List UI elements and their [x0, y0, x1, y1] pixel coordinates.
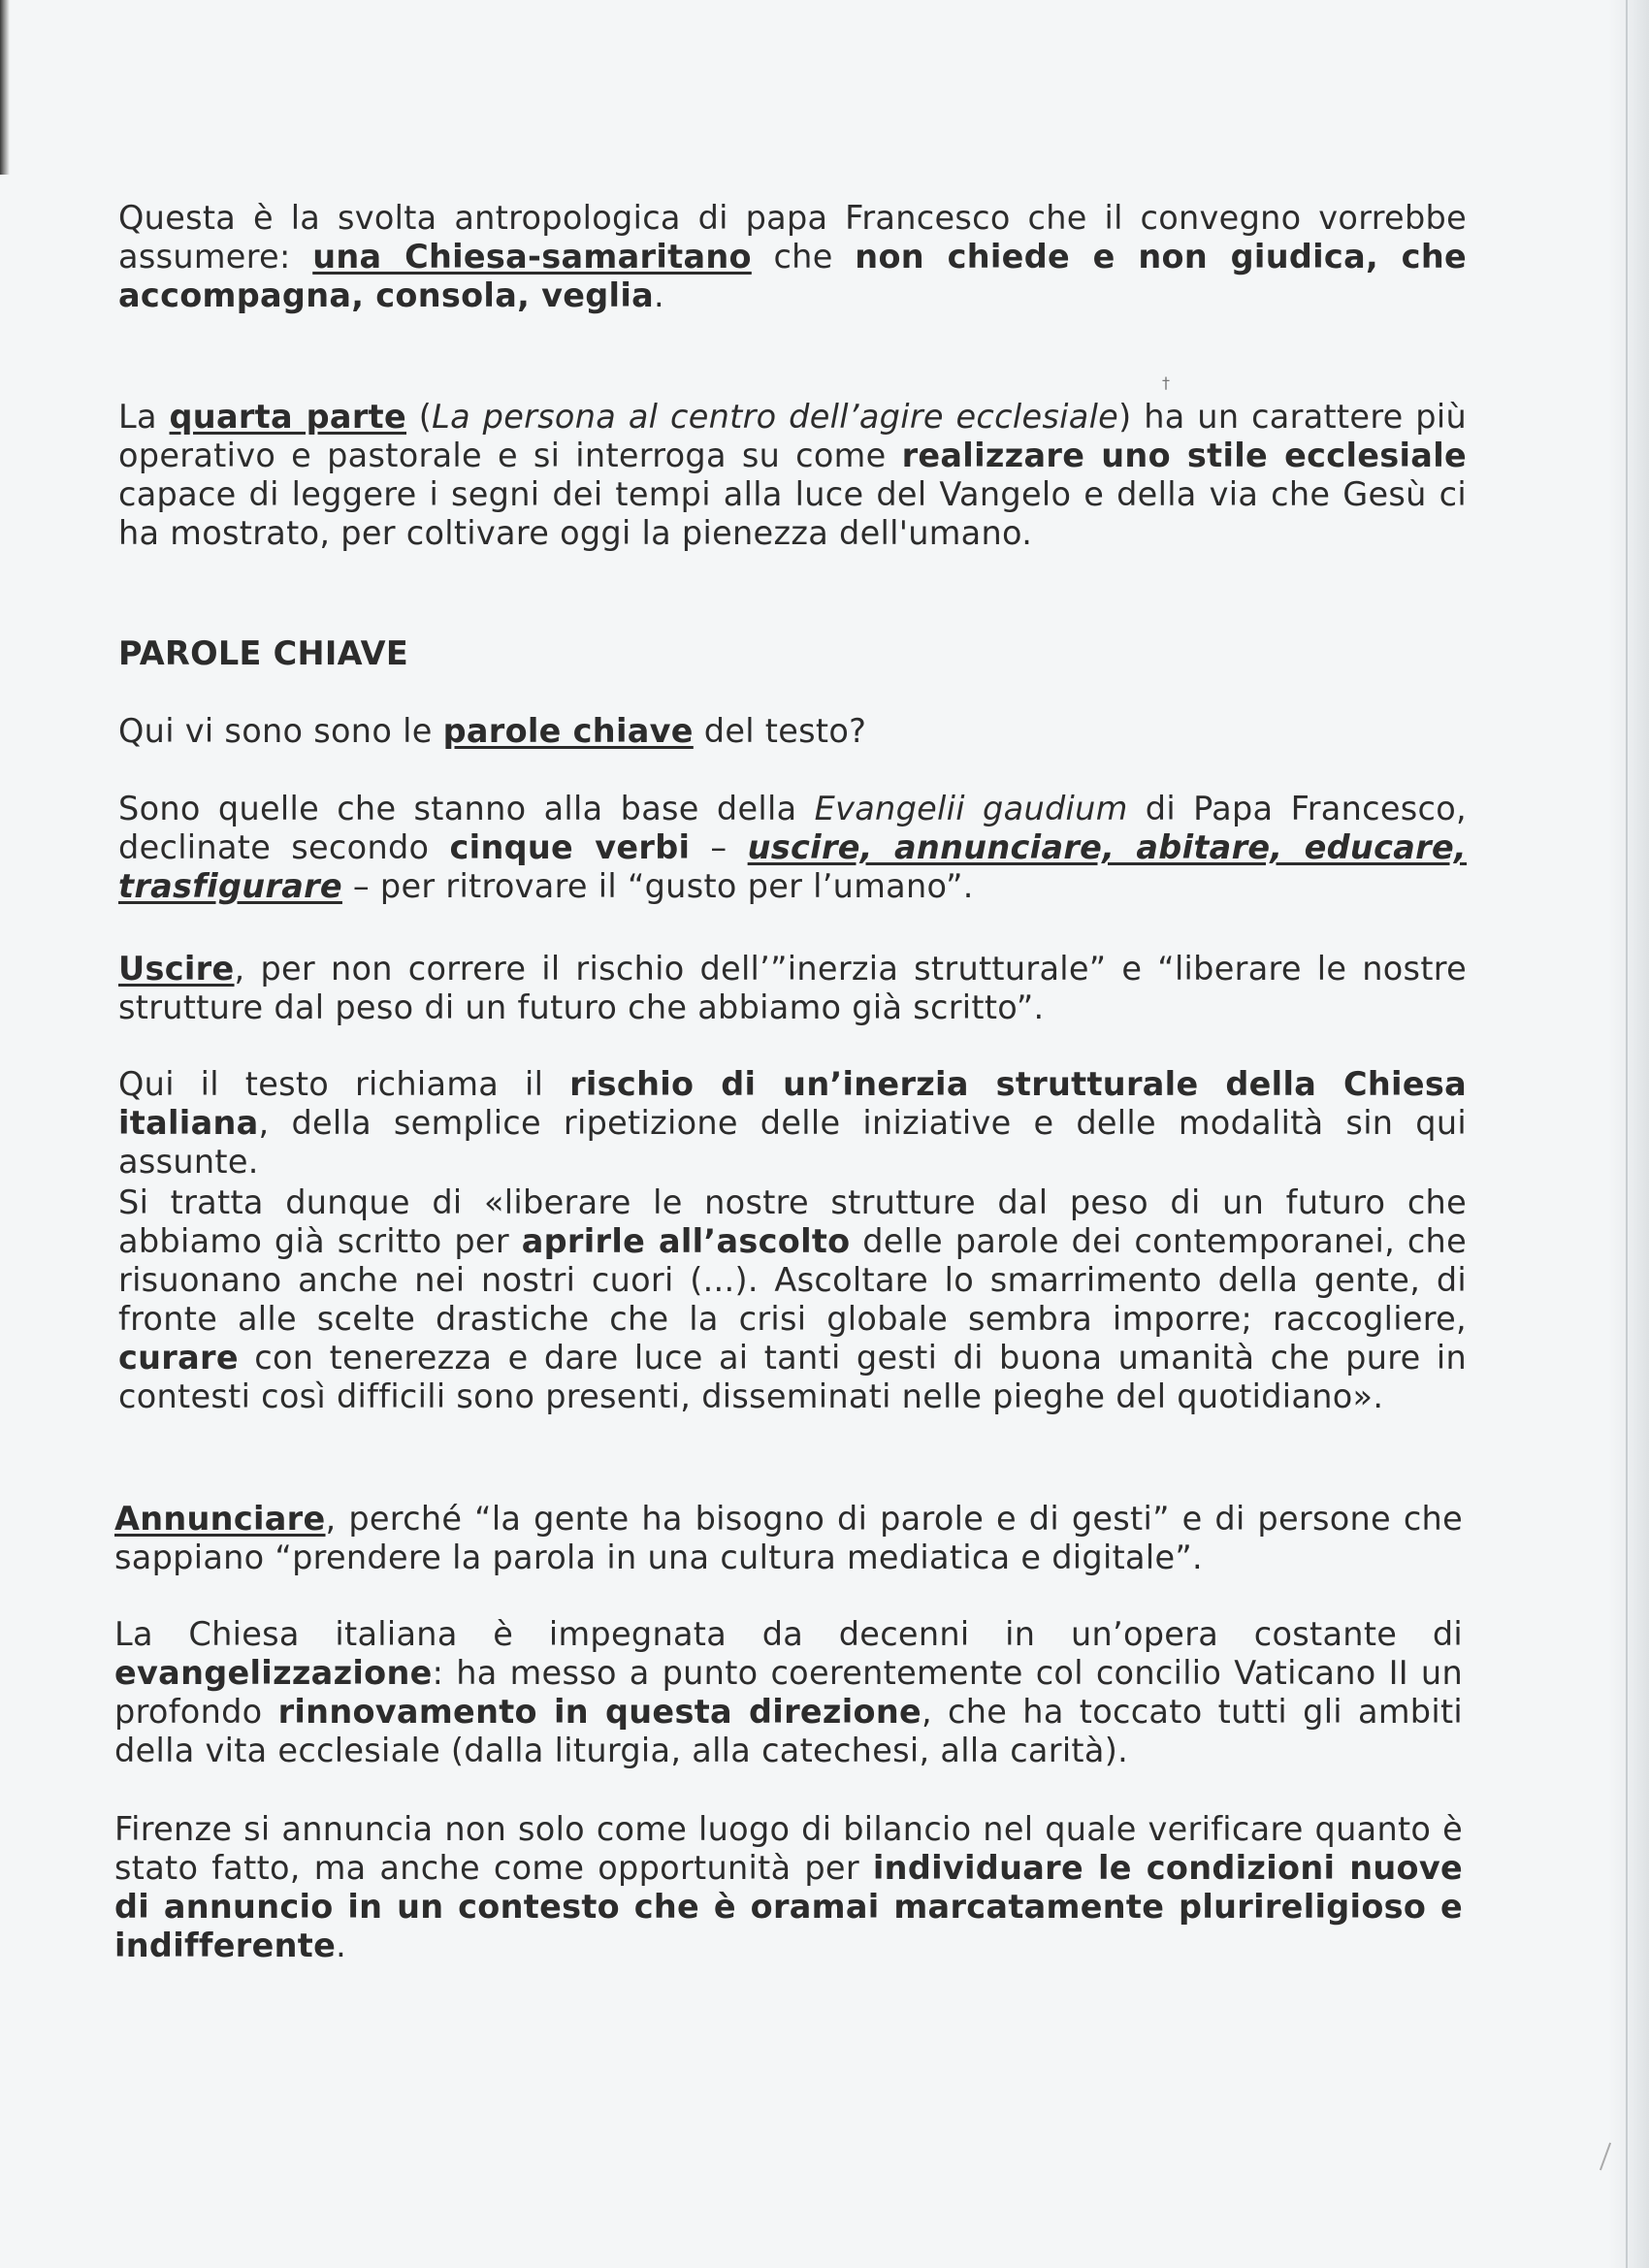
underlined-phrase: Annunciare: [114, 1500, 326, 1538]
bold-phrase: cinque verbi: [449, 828, 691, 866]
text: , per non correre il rischio dell’”inerzia strutturale” e “liberare le nostre strutture dal peso di un futuro che abbiamo già scritto”.: [118, 950, 1467, 1026]
italic-title: Evangelii gaudium: [814, 790, 1128, 827]
paragraph-chiesa-samaritano: [118, 199, 1467, 315]
text: .: [336, 1927, 347, 1964]
section-heading: [118, 634, 1467, 673]
text: , perché “la gente ha bisogno di parole e di gesti” e di persone che sappiano “prendere la parola in una cultura mediatica e digitale”.: [114, 1500, 1463, 1576]
bold-phrase: rischio di un’inerzia strutturale della Chiesa italiana: [118, 1065, 1467, 1142]
text: , della semplice ripetizione delle iniziative e delle modalità sin qui assunte.: [118, 1104, 1467, 1181]
text: di Papa Francesco, declinate secondo: [118, 790, 1467, 866]
paragraph-cinque-verbi: [118, 790, 1467, 906]
bold-phrase: non chiede e non giudica, che accompagna, consola, veglia: [118, 238, 1467, 314]
bold-phrase: realizzare uno stile ecclesiale: [901, 437, 1468, 474]
text: –: [690, 828, 748, 866]
heading-parole-chiave: PAROLE CHIAVE: [118, 634, 409, 672]
text: Qui vi sono sono le: [118, 712, 443, 750]
bold-phrase: individuare le condizioni nuove di annuncio in un contesto che è oramai marcatamente plurireligioso e indifferente: [114, 1849, 1463, 1964]
text: : ha messo a punto coerentemente col concilio Vaticano II un profondo: [114, 1654, 1463, 1731]
paragraph-evangelizzazione: [114, 1615, 1463, 1770]
text: con tenerezza e dare luce ai tanti gesti di buona umanità che pure in contesti così difficili sono presenti, disseminati nelle pieghe del quotidiano».: [118, 1339, 1467, 1415]
bold-phrase: curare: [118, 1339, 239, 1377]
text: Sono quelle che stanno alla base della: [118, 790, 815, 827]
underlined-phrase: parole chiave: [442, 712, 694, 750]
text: Firenze si annuncia non solo come luogo di bilancio nel quale verificare quanto è stato fatto, ma anche come opportunità per: [114, 1810, 1463, 1887]
text: La: [118, 398, 170, 436]
paragraph-domanda: [118, 712, 1467, 751]
paragraph-firenze: [114, 1810, 1463, 1965]
paragraph-annunciare: [114, 1500, 1463, 1577]
text: Qui il testo richiama il: [118, 1065, 570, 1103]
text: delle parole dei contemporanei, che risuonano anche nei nostri cuori (...). Ascoltare lo smarrimento della gente, di fronte alle scelte drastiche che la crisi globale sembra imporre; raccogliere,: [118, 1222, 1467, 1338]
text: che: [751, 238, 856, 275]
bold-phrase: rinnovamento in questa direzione: [277, 1693, 922, 1731]
text: La Chiesa italiana è impegnata da decenni in un’opera costante di: [114, 1615, 1463, 1653]
text: capace di leggere i segni dei tempi alla luce del Vangelo e della via che Gesù ci ha mostrato, per coltivare oggi la pienezza dell'umano.: [118, 475, 1467, 552]
underlined-verbs: uscire, annunciare, abitare, educare, trasfigurare: [118, 828, 1468, 905]
underlined-phrase: quarta parte: [169, 398, 406, 436]
text: del testo?: [693, 712, 867, 750]
text: .: [654, 276, 664, 314]
text: Questa è la svolta antropologica di papa Francesco che il convegno vorrebbe assumere:: [118, 199, 1467, 275]
bold-phrase: aprirle all’ascolto: [521, 1222, 851, 1260]
scan-edge-left: [0, 0, 10, 175]
paragraph-quarta-parte: [118, 398, 1467, 553]
text: Si tratta dunque di «liberare le nostre strutture dal peso di un futuro che abbiamo già scritto per: [118, 1183, 1467, 1260]
text: , che ha toccato tutti gli ambiti della vita ecclesiale (dalla liturgia, alla catechesi, alla carità).: [114, 1693, 1463, 1769]
scan-speck: †: [1162, 373, 1170, 392]
scan-edge-right: [1608, 0, 1649, 2268]
paragraph-liberare: [118, 1183, 1467, 1416]
bold-phrase: evangelizzazione: [114, 1654, 433, 1692]
italic-title: La persona al centro dell’agire ecclesiale: [432, 398, 1119, 436]
text: – per ritrovare il “gusto per l’umano”.: [341, 867, 974, 905]
underlined-phrase: Uscire: [118, 950, 235, 988]
paragraph-uscire: [118, 950, 1467, 1027]
text: ) ha un carattere più operativo e pastorale e si interroga su come: [118, 398, 1467, 474]
text: (: [406, 398, 433, 436]
underlined-phrase: una Chiesa-samaritano: [312, 238, 752, 275]
paragraph-inerzia: [118, 1065, 1467, 1182]
